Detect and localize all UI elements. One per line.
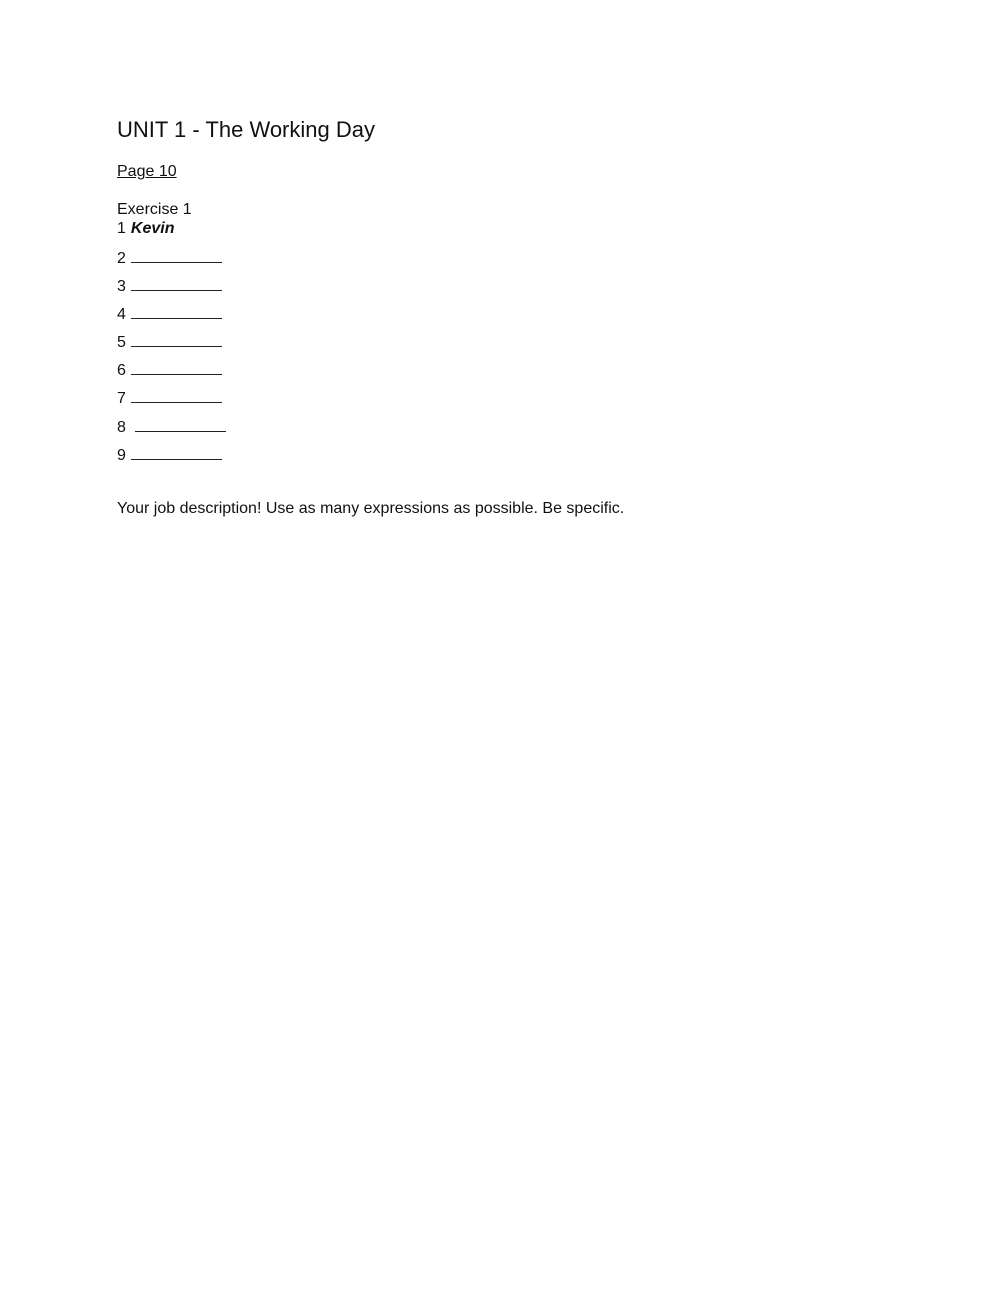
item-number: 9: [117, 447, 126, 464]
example-row: [117, 219, 174, 238]
answer-blank-4[interactable]: [131, 303, 222, 319]
answer-blank-7[interactable]: [131, 387, 222, 403]
answer-blank-5[interactable]: [131, 331, 222, 347]
exercise-heading: Exercise 1: [117, 201, 192, 218]
answer-row-7: [117, 387, 222, 408]
answer-blank-8[interactable]: [135, 416, 226, 432]
item-number: 8: [117, 419, 126, 436]
answer-blank-9[interactable]: [131, 444, 222, 460]
item-number: 3: [117, 278, 126, 295]
item-number: 2: [117, 250, 126, 267]
job-description-instruction: Your job description! Use as many expressions as possible. Be specific.: [117, 500, 625, 517]
unit-title: UNIT 1 - The Working Day: [117, 117, 375, 142]
example-answer: Kevin: [130, 220, 175, 237]
answer-row-3: [117, 275, 222, 296]
answer-row-5: [117, 331, 222, 352]
answer-row-9: [117, 444, 222, 465]
item-number: 7: [117, 390, 126, 407]
item-number: 6: [117, 362, 126, 379]
answer-row-6: [117, 359, 222, 380]
item-number: 1: [117, 220, 126, 237]
item-number: 5: [117, 334, 126, 351]
answer-blank-3[interactable]: [131, 275, 222, 291]
page-reference-link[interactable]: Page 10: [117, 163, 177, 180]
item-number: 4: [117, 306, 126, 323]
answer-row-4: [117, 303, 222, 324]
answer-blank-6[interactable]: [131, 359, 222, 375]
answer-row-2: [117, 247, 222, 268]
answer-row-8: [117, 416, 226, 437]
answer-blank-2[interactable]: [131, 247, 222, 263]
